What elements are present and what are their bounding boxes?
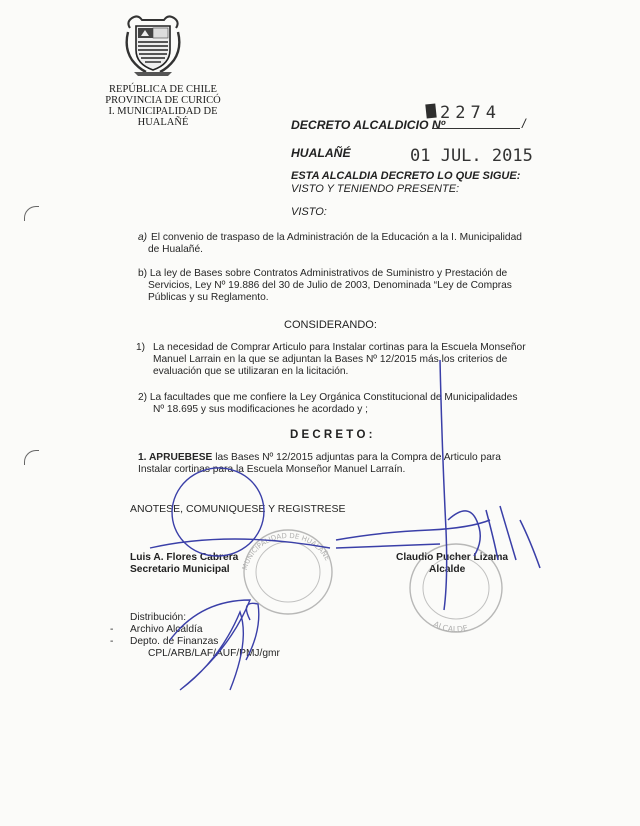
distribution-heading: Distribución:	[130, 612, 187, 623]
reference-initials: CPL/ARB/LAF/AUF/PMJ/gmr	[148, 648, 280, 659]
municipal-seal-text: MUNICIPALIDAD DE HUALAÑE	[240, 531, 332, 571]
secretary-role: Secretario Municipal	[130, 564, 230, 575]
municipal-seal-stamp	[241, 530, 332, 614]
visto-b-line1: b) La ley de Bases sobre Contratos Administrativos de Suministro y Prestación de	[138, 268, 508, 279]
decree-intro-visto: VISTO Y TENIENDO PRESENTE:	[291, 183, 460, 195]
visto-b-line2: Servicios, Ley Nº 19.886 del 30 de Julio de 2003, Denominada “Ley de Compras	[148, 280, 512, 291]
considerando-1-marker: 1)	[136, 342, 146, 353]
considerando-2-line1: 2) La facultades que me confiere la Ley Orgánica Constitucional de Municipalidades	[138, 392, 518, 403]
mayor-seal-text: ALCALDE	[431, 619, 469, 635]
considerando-1-line3: evaluación que se utilizaran en la licitación.	[153, 366, 349, 377]
decree-number: 2274	[440, 103, 501, 123]
considerando-heading: CONSIDERANDO:	[284, 319, 377, 331]
header-republic: REPÚBLICA DE CHILE	[109, 84, 217, 95]
svg-text:ALCALDE	[432, 620, 469, 635]
decree-title: DECRETO ALCALDICIO Nº	[291, 118, 446, 132]
considerando-1-line1: La necesidad de Comprar Articulo para Instalar cortinas para la Escuela Monseñor	[153, 342, 526, 353]
header-municipality: I. MUNICIPALIDAD DE HUALAÑÉ	[108, 106, 218, 128]
punch-hole-top	[24, 206, 39, 221]
considerando-1-line2: Manuel Larrain en la que se adjuntan la Bases Nº 12/2015 más los criterios de	[153, 354, 508, 365]
closing-formula: ANOTESE, COMUNIQUESE Y REGISTRESE	[130, 503, 346, 515]
mayor-role: Alcalde	[429, 564, 466, 575]
number-underline	[432, 128, 520, 129]
distribution-item-finance: Depto. de Finanzas	[130, 636, 219, 647]
considerando-2-line2: Nº 18.695 y sus modificaciones he acordado y ;	[153, 404, 368, 415]
municipal-crest-icon	[124, 14, 182, 76]
visto-b-line3: Públicas y su Reglamento.	[148, 292, 269, 303]
slash-mark: /	[522, 116, 526, 131]
decree-intro: ESTA ALCALDIA DECRETO LO QUE SIGUE:	[291, 170, 521, 182]
secretary-name: Luis A. Flores Cabrera	[130, 552, 239, 563]
distribution-item-archive: Archivo Alcaldía	[130, 624, 203, 635]
decree-place: HUALAÑÉ	[291, 146, 351, 160]
visto-a-line2: de Hualañé.	[148, 244, 203, 255]
header-province: PROVINCIA DE CURICÓ	[105, 95, 221, 106]
decreto-line1	[138, 452, 501, 464]
decree-date-stamp: 01 JUL. 2015	[410, 146, 533, 166]
punch-hole-bottom	[24, 450, 39, 465]
decreto-line1-rest: las Bases Nº 12/2015 adjuntas para la Compra de Articulo para	[212, 452, 501, 463]
decreto-line2: Instalar cortinas para la Escuela Monseñor Manuel Larraín.	[138, 464, 406, 475]
distribution-bullet-2: -	[110, 636, 114, 647]
svg-text:MUNICIPALIDAD DE HUALAÑE	[241, 532, 332, 571]
visto-a-marker: a)	[138, 232, 148, 243]
mayor-name: Claudio Pucher Lizama	[396, 552, 509, 563]
ink-blot	[425, 104, 436, 119]
visto-a-line1: El convenio de traspaso de la Administración de la Educación a la I. Municipalidad	[151, 232, 522, 243]
decreto-approve: 1. APRUEBESE	[138, 452, 213, 463]
decreto-heading: D E C R E T O :	[290, 429, 373, 441]
visto-heading: VISTO:	[291, 206, 327, 218]
distribution-bullet-1: -	[110, 624, 114, 635]
